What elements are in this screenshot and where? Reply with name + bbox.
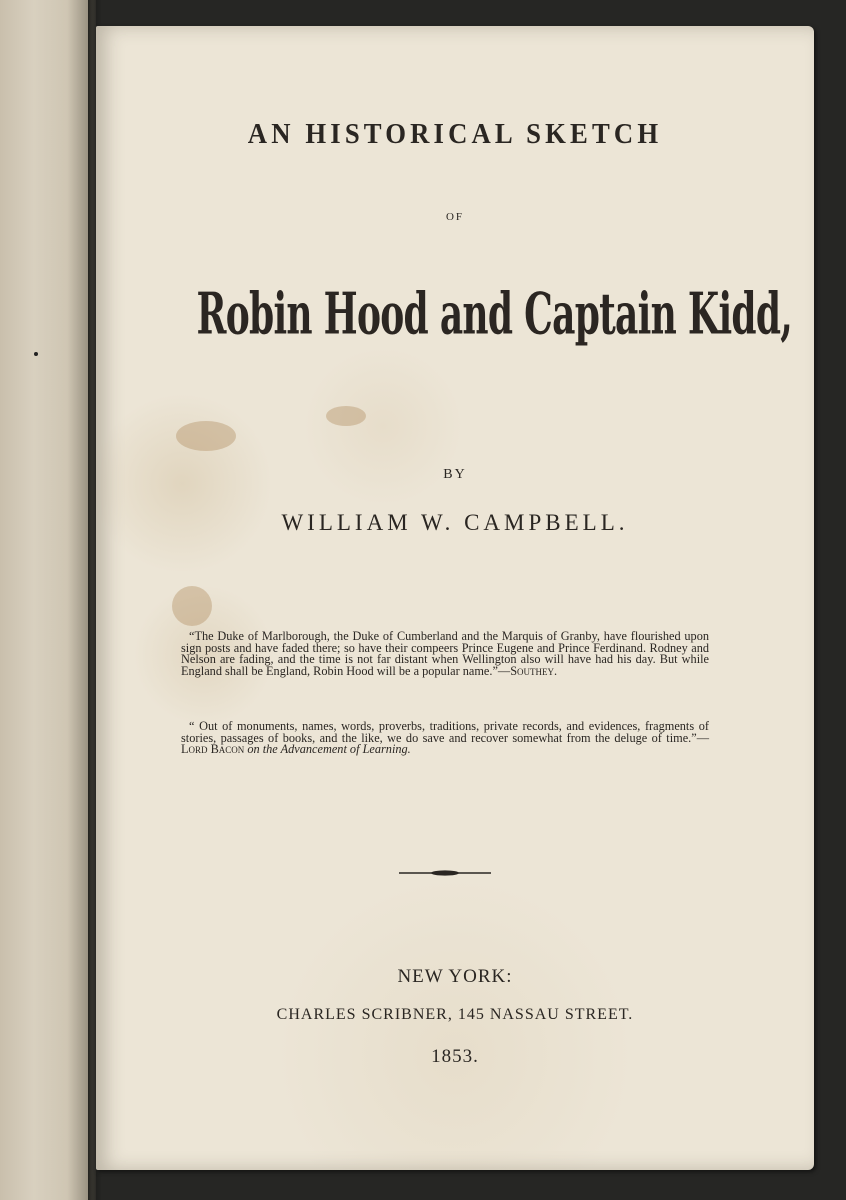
imprint-year: 1853.: [431, 1046, 479, 1067]
epigraph-bacon-work: on the Advancement of Learning.: [247, 742, 411, 757]
epigraph-southey-text: [181, 631, 709, 677]
epigraph-southey-attribution: Southey.: [510, 663, 558, 678]
title-of: OF: [445, 211, 465, 223]
epigraph-bacon-body: “ Out of monuments, names, words, proverbs, traditions, private records, and evidences, fragments of stories, passages of books, and the like, we do save and recover somewhat from the deluge of time.”—: [181, 719, 709, 745]
book-title: AN HISTORICAL SKETCH: [247, 118, 663, 150]
foxing-stain: [176, 421, 236, 451]
ornamental-rule: [399, 869, 491, 877]
left-facing-page: [0, 0, 96, 1200]
ink-speck: [34, 352, 38, 356]
imprint-city: NEW YORK:: [397, 966, 513, 987]
epigraph-southey: [181, 631, 709, 677]
epigraph-southey-body: “The Duke of Marlborough, the Duke of Cumberland and the Marquis of Granby, have flourished upon sign posts and have faded there; so have their compeers Prince Eugene and Prince Ferdinand. Rodney and Nelson are fading, and the time is not far distant when Wellington also will have had his day. But while England shall be England, Robin Hood will be a popular name.”—: [181, 629, 709, 678]
book-subject: Robin Hood and Captain Kidd,: [196, 279, 793, 348]
foxing-stain: [172, 586, 212, 626]
epigraph-bacon: [181, 721, 709, 756]
author-name: WILLIAM W. CAMPBELL.: [281, 510, 629, 535]
epigraph-bacon-attribution: Lord Bacon: [181, 742, 245, 757]
foxing-stain: [326, 406, 366, 426]
imprint-publisher: CHARLES SCRIBNER, 145 NASSAU STREET.: [276, 1006, 634, 1023]
title-page: [96, 26, 814, 1170]
by-line: BY: [443, 467, 467, 482]
epigraph-bacon-text: [181, 721, 709, 756]
